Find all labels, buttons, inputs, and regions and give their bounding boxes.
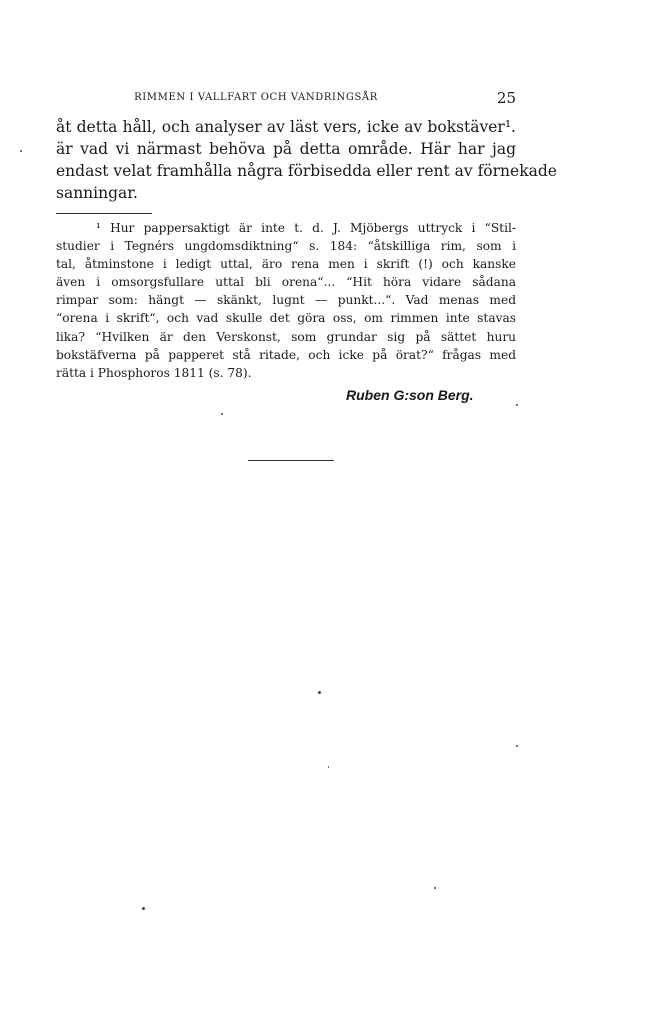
scan-speck bbox=[516, 745, 518, 747]
footnote-line: bokstäfverna på papperet stå ritade, och icke på örat?“ frågas med bbox=[56, 347, 516, 362]
running-title: RIMMEN I VALLFART OCH VANDRINGSÅR bbox=[134, 92, 378, 103]
footnote-line: studier i Tegnérs ungdomsdiktning“ s. 184: “åtskilliga rim, som i bbox=[56, 239, 516, 254]
scan-speck bbox=[328, 766, 329, 768]
scan-speck bbox=[221, 413, 223, 415]
scan-speck bbox=[20, 150, 22, 152]
footnote-line: även i omsorgsfullare uttal bli orena“... “Hit höra vidare sådana bbox=[56, 275, 516, 290]
author-signature: Ruben G:son Berg. bbox=[346, 387, 474, 403]
body-line: sanningar. bbox=[56, 184, 138, 202]
body-line: är vad vi närmast behöva på detta område. Här har jag bbox=[56, 140, 516, 158]
footnote-line: rätta i Phosphoros 1811 (s. 78). bbox=[56, 365, 252, 380]
scan-speck bbox=[434, 887, 436, 889]
footnote-line: lika? “Hvilken är den Verskonst, som grundar sig på sättet huru bbox=[56, 329, 516, 344]
scan-speck bbox=[516, 404, 518, 406]
scan-speck bbox=[318, 691, 321, 694]
page-number: 25 bbox=[496, 89, 516, 107]
page-header bbox=[56, 89, 516, 109]
body-paragraph bbox=[56, 116, 557, 204]
footnote-line: “orena i skrift“, och vad skulle det göra oss, om rimmen inte stavas bbox=[56, 311, 516, 326]
footnote-line: rimpar som: hängt — skänkt, lugnt — punkt...“. Vad menas med bbox=[56, 293, 516, 308]
body-line: endast velat framhålla några förbisedda eller rent av förnekade bbox=[56, 162, 557, 180]
footnote bbox=[56, 219, 516, 382]
footnote-line: ¹ Hur pappersaktigt är inte t. d. J. Mjöbergs uttryck i “Stil- bbox=[96, 221, 516, 235]
footnote-line: tal, åtminstone i ledigt uttal, äro rena men i skrift (!) och kanske bbox=[56, 257, 516, 272]
end-rule bbox=[248, 460, 334, 461]
scan-speck bbox=[142, 907, 145, 910]
footnote-separator bbox=[56, 213, 152, 214]
body-line: åt detta håll, och analyser av läst vers, icke av bokstäver¹. bbox=[56, 118, 516, 136]
